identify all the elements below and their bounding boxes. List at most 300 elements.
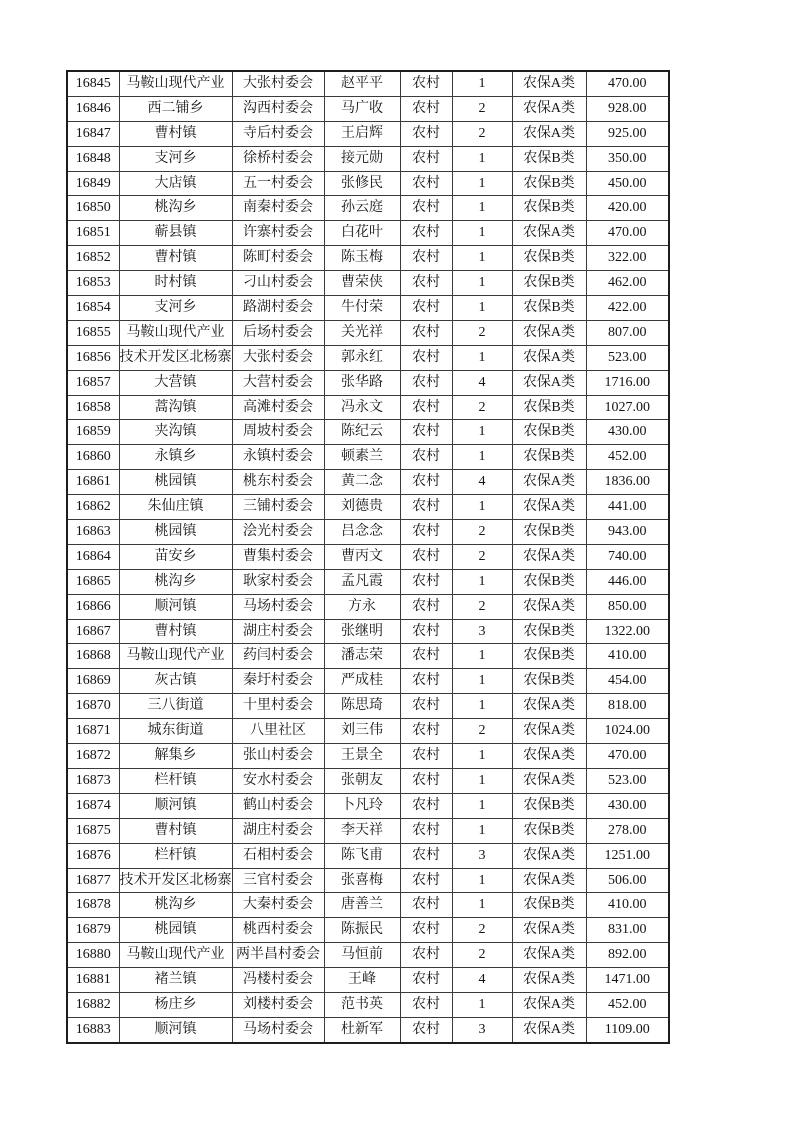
cell-count-text: 2 xyxy=(478,100,486,116)
cell-person-name xyxy=(324,246,400,271)
cell-insurance-category xyxy=(512,968,586,993)
cell-insurance-category xyxy=(512,544,586,569)
cell-count xyxy=(452,296,512,321)
cell-count xyxy=(452,221,512,246)
cell-serial-number-text: 16864 xyxy=(75,548,111,564)
cell-township xyxy=(119,694,232,719)
cell-amount xyxy=(586,246,669,271)
cell-township xyxy=(119,96,232,121)
cell-person-name xyxy=(324,71,400,96)
table-row xyxy=(67,470,669,495)
cell-area-type-text: 农村 xyxy=(412,300,440,316)
cell-amount-text: 818.00 xyxy=(608,698,647,714)
cell-area-type-text: 农村 xyxy=(412,524,440,540)
cell-person-name xyxy=(324,96,400,121)
cell-serial-number-text: 16865 xyxy=(75,573,111,589)
cell-insurance-category-text: 农保B类 xyxy=(523,150,575,166)
cell-village-committee xyxy=(232,96,324,121)
cell-area-type xyxy=(400,843,452,868)
cell-amount-text: 420.00 xyxy=(608,200,647,216)
cell-count xyxy=(452,619,512,644)
cell-insurance-category-text: 农保B类 xyxy=(523,200,575,216)
cell-area-type-text: 农村 xyxy=(412,648,440,664)
cell-count xyxy=(452,868,512,893)
cell-serial-number-text: 16861 xyxy=(75,474,111,490)
cell-insurance-category xyxy=(512,868,586,893)
table-row xyxy=(67,345,669,370)
cell-count xyxy=(452,121,512,146)
cell-person-name-text: 马恒前 xyxy=(341,947,383,963)
cell-insurance-category-text: 农保B类 xyxy=(523,250,575,266)
cell-person-name xyxy=(324,470,400,495)
cell-area-type xyxy=(400,271,452,296)
cell-serial-number xyxy=(67,420,119,445)
cell-township-text: 桃沟乡 xyxy=(154,897,197,913)
cell-count xyxy=(452,520,512,545)
cell-amount xyxy=(586,818,669,843)
cell-count-text: 1 xyxy=(478,200,486,216)
cell-amount xyxy=(586,544,669,569)
cell-insurance-category-text: 农保B类 xyxy=(523,897,575,913)
cell-count-text: 1 xyxy=(478,76,486,91)
cell-township xyxy=(119,793,232,818)
cell-amount xyxy=(586,171,669,196)
cell-area-type xyxy=(400,744,452,769)
cell-village-committee xyxy=(232,345,324,370)
cell-village-committee-text: 曹集村委会 xyxy=(243,548,313,564)
cell-serial-number-text: 16845 xyxy=(75,76,111,91)
cell-person-name-text: 刘三伟 xyxy=(341,723,383,739)
cell-amount xyxy=(586,768,669,793)
cell-township-text: 栏杆镇 xyxy=(154,847,197,863)
cell-person-name-text: 顿素兰 xyxy=(341,449,383,465)
table-row xyxy=(67,669,669,694)
cell-serial-number xyxy=(67,918,119,943)
cell-amount xyxy=(586,320,669,345)
cell-count xyxy=(452,1017,512,1042)
cell-village-committee-text: 马场村委会 xyxy=(243,598,313,614)
cell-serial-number-text: 16854 xyxy=(75,300,111,316)
cell-village-committee xyxy=(232,893,324,918)
cell-person-name xyxy=(324,694,400,719)
cell-township xyxy=(119,271,232,296)
cell-count xyxy=(452,196,512,221)
cell-village-committee xyxy=(232,943,324,968)
cell-amount xyxy=(586,918,669,943)
cell-serial-number xyxy=(67,544,119,569)
cell-count xyxy=(452,445,512,470)
cell-amount xyxy=(586,520,669,545)
cell-village-committee xyxy=(232,569,324,594)
cell-serial-number-text: 16851 xyxy=(75,225,111,241)
cell-village-committee xyxy=(232,495,324,520)
cell-insurance-category-text: 农保A类 xyxy=(522,76,576,91)
cell-amount-text: 441.00 xyxy=(608,499,647,515)
cell-serial-number xyxy=(67,171,119,196)
cell-township-text: 马鞍山现代产业 xyxy=(126,947,225,963)
cell-insurance-category xyxy=(512,121,586,146)
cell-village-committee xyxy=(232,320,324,345)
cell-township-text: 曹村镇 xyxy=(154,822,197,838)
cell-count-text: 2 xyxy=(478,922,486,938)
cell-township-text: 曹村镇 xyxy=(154,250,197,266)
cell-insurance-category-text: 农保B类 xyxy=(523,573,575,589)
cell-village-committee-text: 周坡村委会 xyxy=(243,424,313,440)
cell-amount xyxy=(586,793,669,818)
cell-township-text: 马鞍山现代产业 xyxy=(126,76,225,91)
cell-count xyxy=(452,744,512,769)
cell-area-type xyxy=(400,445,452,470)
cell-township-text: 褚兰镇 xyxy=(154,972,197,988)
cell-serial-number xyxy=(67,445,119,470)
cell-township-text: 永镇乡 xyxy=(154,449,197,465)
cell-village-committee-text: 十里村委会 xyxy=(243,698,313,714)
cell-amount xyxy=(586,96,669,121)
cell-area-type-text: 农村 xyxy=(412,723,440,739)
cell-serial-number-text: 16871 xyxy=(75,723,111,739)
cell-amount xyxy=(586,619,669,644)
cell-serial-number-text: 16876 xyxy=(75,847,111,863)
cell-amount-text: 925.00 xyxy=(608,125,647,141)
cell-area-type-text: 农村 xyxy=(412,822,440,838)
cell-count xyxy=(452,146,512,171)
cell-count-text: 1 xyxy=(478,349,486,365)
cell-count xyxy=(452,768,512,793)
cell-person-name xyxy=(324,196,400,221)
cell-area-type-text: 农村 xyxy=(412,399,440,415)
cell-count-text: 1 xyxy=(478,424,486,440)
cell-person-name xyxy=(324,271,400,296)
cell-area-type-text: 农村 xyxy=(412,76,440,91)
cell-serial-number-text: 16850 xyxy=(75,200,111,216)
cell-area-type xyxy=(400,943,452,968)
cell-township-text: 夹沟镇 xyxy=(154,424,197,440)
cell-village-committee xyxy=(232,619,324,644)
cell-amount xyxy=(586,146,669,171)
cell-amount-text: 850.00 xyxy=(608,598,647,614)
cell-area-type-text: 农村 xyxy=(412,897,440,913)
cell-person-name-text: 刘德贵 xyxy=(341,499,383,515)
cell-village-committee xyxy=(232,121,324,146)
cell-person-name xyxy=(324,221,400,246)
cell-township xyxy=(119,669,232,694)
cell-insurance-category xyxy=(512,694,586,719)
cell-person-name xyxy=(324,868,400,893)
cell-serial-number xyxy=(67,719,119,744)
cell-serial-number-text: 16877 xyxy=(75,872,111,888)
cell-count-text: 2 xyxy=(478,524,486,540)
cell-person-name xyxy=(324,544,400,569)
cell-amount-text: 1251.00 xyxy=(604,847,650,863)
cell-amount xyxy=(586,296,669,321)
cell-serial-number xyxy=(67,843,119,868)
cell-amount-text: 430.00 xyxy=(608,424,647,440)
cell-area-type-text: 农村 xyxy=(412,449,440,465)
cell-person-name-text: 接元勋 xyxy=(341,150,383,166)
cell-township-text: 马鞍山现代产业 xyxy=(126,648,225,664)
cell-count-text: 2 xyxy=(478,723,486,739)
cell-area-type xyxy=(400,146,452,171)
cell-serial-number xyxy=(67,669,119,694)
cell-township-text: 朱仙庄镇 xyxy=(147,499,204,515)
cell-person-name xyxy=(324,793,400,818)
cell-serial-number-text: 16875 xyxy=(75,822,111,838)
cell-township-text: 顺河镇 xyxy=(154,1021,197,1037)
cell-count xyxy=(452,470,512,495)
cell-amount-text: 1027.00 xyxy=(604,399,650,415)
cell-area-type-text: 农村 xyxy=(412,797,440,813)
table-row xyxy=(67,395,669,420)
cell-serial-number-text: 16870 xyxy=(75,698,111,714)
cell-area-type xyxy=(400,470,452,495)
cell-township xyxy=(119,296,232,321)
cell-count-text: 2 xyxy=(478,947,486,963)
cell-village-committee xyxy=(232,544,324,569)
cell-township-text: 曹村镇 xyxy=(154,623,197,639)
cell-serial-number-text: 16880 xyxy=(75,947,111,963)
table-row xyxy=(67,968,669,993)
cell-insurance-category xyxy=(512,96,586,121)
table-row xyxy=(67,544,669,569)
cell-count-text: 2 xyxy=(478,399,486,415)
cell-count xyxy=(452,669,512,694)
cell-village-committee-text: 秦圩村委会 xyxy=(243,673,313,689)
cell-insurance-category-text: 农保B类 xyxy=(523,175,575,191)
cell-amount-text: 1716.00 xyxy=(604,374,650,390)
cell-serial-number xyxy=(67,768,119,793)
cell-insurance-category xyxy=(512,644,586,669)
cell-insurance-category-text: 农保A类 xyxy=(522,349,576,365)
cell-area-type xyxy=(400,296,452,321)
cell-area-type-text: 农村 xyxy=(412,996,440,1012)
cell-village-committee-text: 桃东村委会 xyxy=(243,474,313,490)
cell-area-type-text: 农村 xyxy=(412,125,440,141)
cell-village-committee-text: 永镇村委会 xyxy=(243,449,313,465)
cell-amount xyxy=(586,669,669,694)
cell-count xyxy=(452,171,512,196)
cell-person-name xyxy=(324,669,400,694)
cell-serial-number xyxy=(67,246,119,271)
cell-serial-number xyxy=(67,868,119,893)
cell-serial-number xyxy=(67,271,119,296)
cell-area-type xyxy=(400,395,452,420)
cell-person-name-text: 吕念念 xyxy=(341,524,383,540)
table-row xyxy=(67,71,669,96)
cell-count xyxy=(452,544,512,569)
cell-person-name-text: 李天祥 xyxy=(341,822,383,838)
cell-township xyxy=(119,121,232,146)
cell-amount xyxy=(586,569,669,594)
cell-insurance-category-text: 农保A类 xyxy=(522,374,576,390)
cell-count xyxy=(452,345,512,370)
cell-count-text: 4 xyxy=(478,972,486,988)
table-row xyxy=(67,121,669,146)
cell-area-type-text: 农村 xyxy=(412,772,440,788)
cell-area-type xyxy=(400,196,452,221)
cell-township-text: 桃园镇 xyxy=(154,524,197,540)
cell-serial-number-text: 16879 xyxy=(75,922,111,938)
cell-serial-number xyxy=(67,296,119,321)
cell-amount xyxy=(586,992,669,1017)
cell-person-name xyxy=(324,296,400,321)
cell-area-type-text: 农村 xyxy=(412,474,440,490)
cell-area-type xyxy=(400,495,452,520)
cell-village-committee-text: 路湖村委会 xyxy=(243,300,313,316)
cell-serial-number-text: 16881 xyxy=(75,972,111,988)
cell-person-name xyxy=(324,893,400,918)
cell-person-name-text: 黄二念 xyxy=(341,474,383,490)
cell-village-committee xyxy=(232,271,324,296)
cell-person-name xyxy=(324,121,400,146)
cell-amount-text: 446.00 xyxy=(608,573,647,589)
cell-count xyxy=(452,694,512,719)
cell-area-type xyxy=(400,1017,452,1042)
cell-person-name-text: 张华路 xyxy=(341,374,383,390)
cell-insurance-category-text: 农保A类 xyxy=(522,499,576,515)
cell-village-committee-text: 耿家村委会 xyxy=(243,573,313,589)
cell-count xyxy=(452,818,512,843)
cell-area-type-text: 农村 xyxy=(412,623,440,639)
cell-village-committee-text: 沟西村委会 xyxy=(243,100,313,116)
cell-serial-number-text: 16860 xyxy=(75,449,111,465)
cell-person-name-text: 陈纪云 xyxy=(341,424,383,440)
cell-amount-text: 470.00 xyxy=(608,225,647,241)
cell-person-name-text: 冯永文 xyxy=(341,399,383,415)
table-row xyxy=(67,992,669,1017)
cell-insurance-category xyxy=(512,445,586,470)
table-row xyxy=(67,271,669,296)
cell-area-type xyxy=(400,594,452,619)
cell-township-text: 栏杆镇 xyxy=(154,772,197,788)
cell-village-committee-text: 大秦村委会 xyxy=(243,897,313,913)
cell-insurance-category xyxy=(512,271,586,296)
cell-insurance-category xyxy=(512,719,586,744)
cell-insurance-category xyxy=(512,569,586,594)
cell-township-text: 蒿沟镇 xyxy=(154,399,197,415)
cell-count xyxy=(452,495,512,520)
cell-insurance-category-text: 农保A类 xyxy=(522,723,576,739)
cell-person-name-text: 赵平平 xyxy=(341,76,383,91)
table-row xyxy=(67,719,669,744)
cell-township-text: 技术开发区北杨寨 xyxy=(119,349,232,365)
cell-person-name-text: 马广收 xyxy=(341,100,383,116)
table-row xyxy=(67,818,669,843)
cell-township xyxy=(119,146,232,171)
cell-count xyxy=(452,395,512,420)
cell-township xyxy=(119,569,232,594)
cell-amount xyxy=(586,196,669,221)
table-row xyxy=(67,1017,669,1042)
cell-serial-number xyxy=(67,818,119,843)
cell-township-text: 解集乡 xyxy=(154,748,197,764)
cell-count-text: 1 xyxy=(478,573,486,589)
cell-area-type-text: 农村 xyxy=(412,374,440,390)
cell-count xyxy=(452,71,512,96)
cell-person-name xyxy=(324,943,400,968)
cell-count xyxy=(452,918,512,943)
cell-person-name xyxy=(324,918,400,943)
cell-village-committee xyxy=(232,470,324,495)
cell-person-name-text: 曹荣侠 xyxy=(341,275,383,291)
cell-insurance-category-text: 农保B类 xyxy=(523,275,575,291)
cell-amount-text: 452.00 xyxy=(608,996,647,1012)
cell-insurance-category-text: 农保B类 xyxy=(523,797,575,813)
cell-township xyxy=(119,470,232,495)
cell-area-type-text: 农村 xyxy=(412,598,440,614)
cell-count xyxy=(452,246,512,271)
cell-village-committee-text: 刁山村委会 xyxy=(243,275,313,291)
table-row xyxy=(67,495,669,520)
cell-serial-number-text: 16882 xyxy=(75,996,111,1012)
cell-insurance-category-text: 农保A类 xyxy=(522,847,576,863)
cell-person-name xyxy=(324,744,400,769)
cell-count-text: 1 xyxy=(478,673,486,689)
cell-village-committee-text: 安水村委会 xyxy=(243,772,313,788)
cell-village-committee xyxy=(232,420,324,445)
cell-insurance-category xyxy=(512,146,586,171)
cell-village-committee-text: 马场村委会 xyxy=(243,1021,313,1037)
cell-township xyxy=(119,171,232,196)
cell-township xyxy=(119,420,232,445)
cell-area-type-text: 农村 xyxy=(412,673,440,689)
cell-area-type-text: 农村 xyxy=(412,1021,440,1037)
cell-serial-number-text: 16867 xyxy=(75,623,111,639)
cell-village-committee xyxy=(232,744,324,769)
cell-area-type-text: 农村 xyxy=(412,100,440,116)
cell-amount xyxy=(586,470,669,495)
cell-count-text: 1 xyxy=(478,797,486,813)
cell-insurance-category-text: 农保A类 xyxy=(522,100,576,116)
cell-person-name-text: 陈飞甫 xyxy=(341,847,383,863)
cell-serial-number xyxy=(67,744,119,769)
cell-village-committee-text: 两半昌村委会 xyxy=(236,947,320,963)
cell-amount-text: 470.00 xyxy=(608,748,647,764)
table-row xyxy=(67,918,669,943)
table-row xyxy=(67,768,669,793)
cell-count-text: 3 xyxy=(478,847,486,863)
cell-township-text: 城东街道 xyxy=(147,723,204,739)
cell-area-type xyxy=(400,345,452,370)
table-row xyxy=(67,569,669,594)
cell-village-committee-text: 三铺村委会 xyxy=(243,499,313,515)
cell-village-committee-text: 浍光村委会 xyxy=(243,524,313,540)
cell-insurance-category xyxy=(512,345,586,370)
cell-amount-text: 523.00 xyxy=(608,349,647,365)
cell-village-committee xyxy=(232,71,324,96)
cell-area-type xyxy=(400,768,452,793)
cell-village-committee xyxy=(232,146,324,171)
cell-serial-number xyxy=(67,943,119,968)
cell-township-text: 曹村镇 xyxy=(154,125,197,141)
cell-person-name xyxy=(324,768,400,793)
cell-township xyxy=(119,644,232,669)
rural-insurance-table xyxy=(66,70,670,1044)
cell-area-type-text: 农村 xyxy=(412,922,440,938)
cell-amount-text: 1836.00 xyxy=(604,474,650,490)
cell-amount-text: 450.00 xyxy=(608,175,647,191)
cell-village-committee-text: 刘楼村委会 xyxy=(243,996,313,1012)
cell-township xyxy=(119,246,232,271)
cell-count-text: 4 xyxy=(478,474,486,490)
cell-township xyxy=(119,1017,232,1042)
cell-serial-number-text: 16863 xyxy=(75,524,111,540)
cell-serial-number xyxy=(67,96,119,121)
cell-township-text: 桃沟乡 xyxy=(154,200,197,216)
cell-insurance-category xyxy=(512,495,586,520)
cell-person-name xyxy=(324,569,400,594)
cell-area-type-text: 农村 xyxy=(412,349,440,365)
cell-amount xyxy=(586,843,669,868)
